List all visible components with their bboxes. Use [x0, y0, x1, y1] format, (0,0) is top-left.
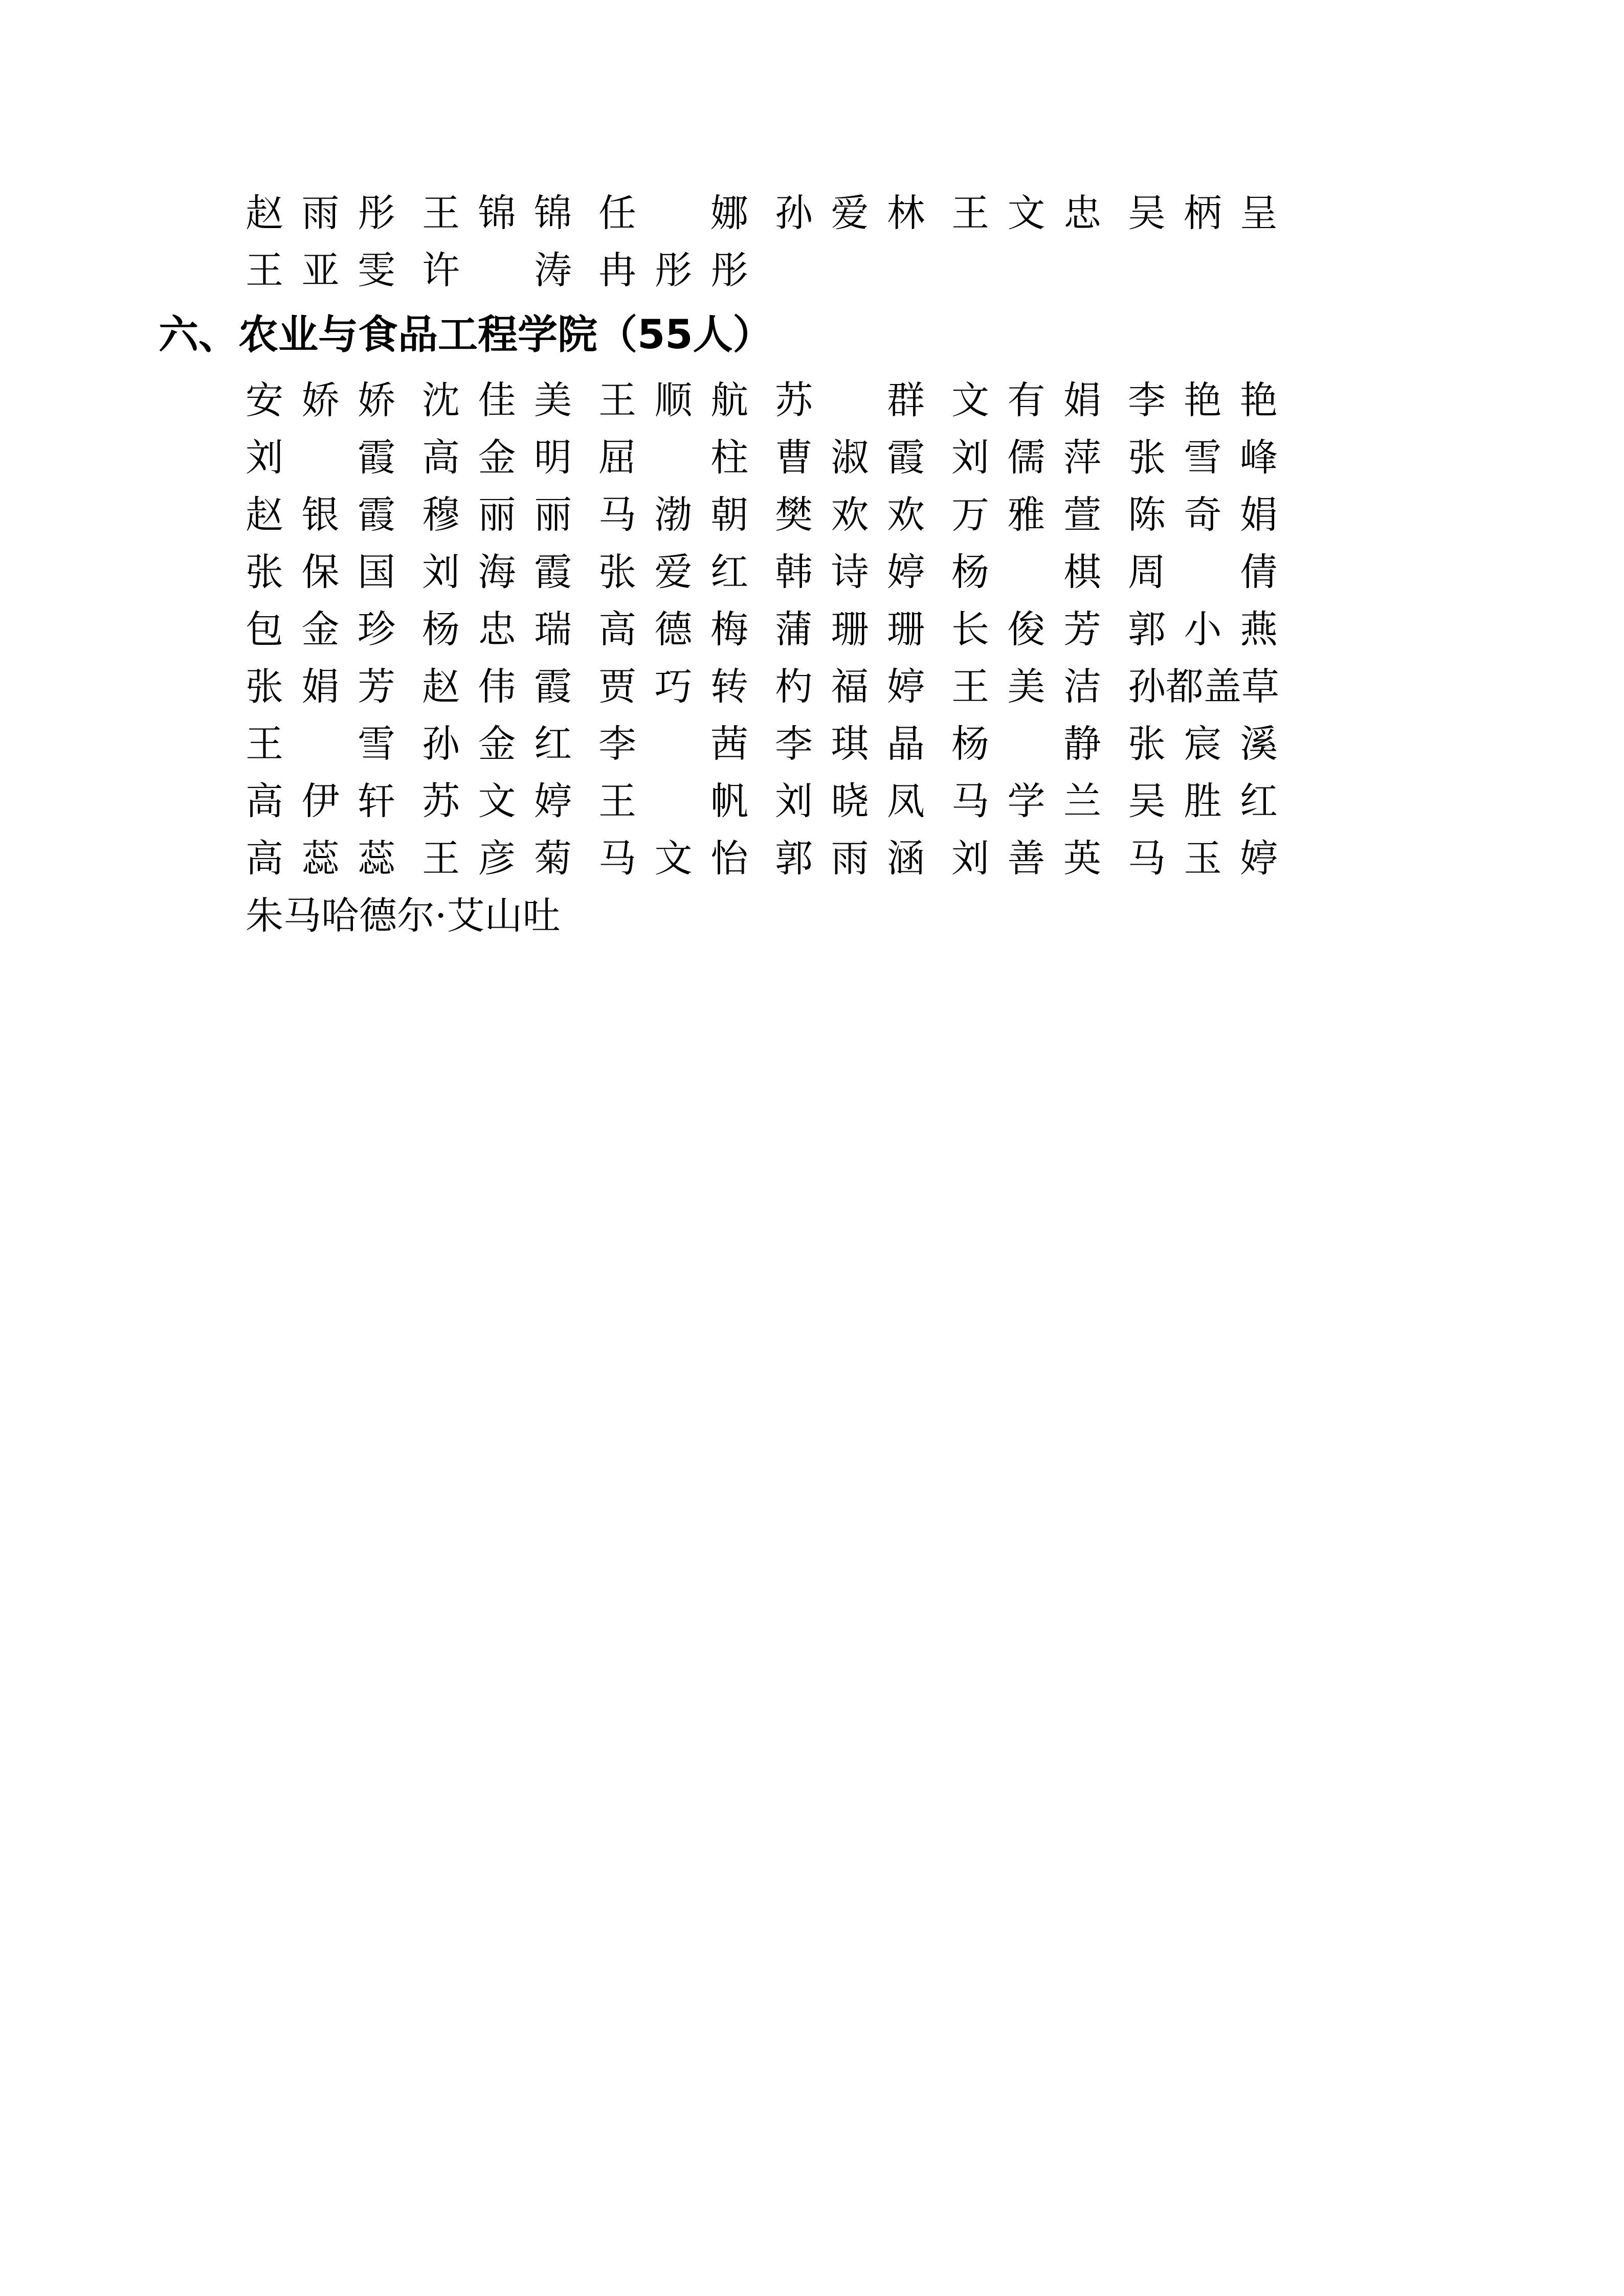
name-entry — [246, 378, 422, 422]
name-char: 顺 — [654, 378, 693, 422]
name-char: 丽 — [534, 493, 572, 537]
name-char: 赵 — [246, 191, 283, 235]
name-char: 包 — [246, 607, 283, 651]
name-char: 盖 — [1204, 665, 1241, 709]
name-char: 张 — [1128, 436, 1166, 480]
name-char: 爱 — [831, 191, 869, 235]
name-char: 棋 — [1063, 550, 1101, 594]
name-char: 李 — [775, 722, 813, 766]
name-entry — [598, 550, 775, 594]
name-char: 轩 — [358, 779, 395, 823]
name-char: 霞 — [534, 665, 572, 709]
name-row — [246, 722, 1473, 766]
name-entry — [1128, 191, 1304, 235]
name-char: 张 — [1128, 722, 1166, 766]
name-char: 涛 — [534, 249, 572, 292]
name-char: 红 — [534, 722, 572, 766]
name-char: 茜 — [710, 722, 748, 766]
name-entry — [775, 779, 951, 823]
name-char: 美 — [1007, 665, 1045, 709]
name-entry — [422, 607, 598, 651]
name-char: 王 — [246, 249, 283, 292]
name-entry — [598, 378, 775, 422]
name-char: 沈 — [422, 378, 460, 422]
name-char: 王 — [422, 191, 460, 235]
name-char: 艳 — [1184, 378, 1222, 422]
name-char: 文 — [1007, 191, 1045, 235]
name-entry — [422, 378, 598, 422]
name-char: 渤 — [654, 493, 693, 537]
name-char: 美 — [534, 378, 572, 422]
name-char: 萱 — [1063, 493, 1101, 537]
name-char: 娟 — [1063, 378, 1101, 422]
name-char: 雯 — [358, 249, 395, 292]
name-entry — [598, 722, 775, 766]
name-char: 珊 — [887, 607, 925, 651]
name-entry — [951, 191, 1128, 235]
name-char: 峰 — [1240, 436, 1278, 480]
name-char: 亚 — [301, 249, 340, 292]
name-char: 小 — [1184, 607, 1222, 651]
name-entry — [775, 665, 951, 709]
name-entry — [598, 665, 775, 709]
name-entry — [775, 378, 951, 422]
name-char: 艳 — [1240, 378, 1278, 422]
name-entry — [422, 550, 598, 594]
name-entry — [775, 550, 951, 594]
name-char: 梅 — [710, 607, 748, 651]
name-char: 彤 — [710, 249, 748, 292]
name-entry — [1128, 607, 1304, 651]
name-char: 锦 — [534, 191, 572, 235]
name-char: 杨 — [951, 550, 989, 594]
name-char: 杓 — [775, 665, 813, 709]
name-char: 芳 — [358, 665, 395, 709]
name-char: 王 — [598, 779, 636, 823]
name-char: 周 — [1128, 550, 1166, 594]
name-entry — [422, 665, 598, 709]
name-char: 锦 — [478, 191, 516, 235]
name-char: 佳 — [478, 378, 516, 422]
name-char: 瑞 — [534, 607, 572, 651]
name-char: 帆 — [710, 779, 748, 823]
name-char: 巧 — [654, 665, 693, 709]
name-row — [246, 607, 1473, 651]
name-char: 高 — [422, 436, 460, 480]
name-entry — [246, 249, 422, 292]
section-name-list — [153, 378, 1473, 938]
name-entry — [246, 665, 422, 709]
name-char: 玉 — [1184, 837, 1222, 881]
name-char: 韩 — [775, 550, 813, 594]
name-char: 福 — [831, 665, 869, 709]
name-entry — [1128, 722, 1304, 766]
name-char: 善 — [1007, 837, 1045, 881]
name-char: 许 — [422, 249, 460, 292]
name-char: 娜 — [710, 191, 748, 235]
name-char: 伟 — [478, 665, 516, 709]
name-char: 马 — [1128, 837, 1166, 881]
name-char: 穆 — [422, 493, 460, 537]
name-entry — [422, 779, 598, 823]
name-char: 保 — [301, 550, 340, 594]
name-char: 任 — [598, 191, 636, 235]
name-entry — [775, 607, 951, 651]
name-row — [246, 378, 1473, 422]
name-char: 李 — [1128, 378, 1166, 422]
name-char: 苏 — [775, 378, 813, 422]
name-entry: 朱马哈德尔·艾山吐 — [246, 894, 561, 938]
name-char: 草 — [1241, 665, 1279, 709]
name-row — [246, 550, 1473, 594]
name-char: 高 — [246, 779, 283, 823]
name-char: 雨 — [831, 837, 869, 881]
name-char: 安 — [246, 378, 283, 422]
name-row — [246, 665, 1473, 709]
name-char: 溪 — [1240, 722, 1278, 766]
name-entry — [775, 436, 951, 480]
name-entry — [951, 665, 1128, 709]
name-char: 彦 — [478, 837, 516, 881]
name-char: 刘 — [951, 436, 989, 480]
name-entry — [422, 493, 598, 537]
name-entry — [951, 436, 1128, 480]
name-char: 红 — [710, 550, 748, 594]
name-char: 娟 — [1240, 493, 1278, 537]
name-char: 忠 — [478, 607, 516, 651]
name-char: 刘 — [246, 436, 283, 480]
name-char: 儒 — [1007, 436, 1045, 480]
name-char: 文 — [478, 779, 516, 823]
name-entry — [951, 607, 1128, 651]
name-char: 孙 — [775, 191, 813, 235]
name-char: 赵 — [246, 493, 283, 537]
name-char: 晶 — [887, 722, 925, 766]
name-char: 德 — [654, 607, 693, 651]
name-char: 霞 — [887, 436, 925, 480]
name-char: 忠 — [1063, 191, 1101, 235]
name-char: 婷 — [534, 779, 572, 823]
name-entry — [775, 837, 951, 881]
name-char: 王 — [422, 837, 460, 881]
name-char: 晓 — [831, 779, 869, 823]
name-char: 婷 — [887, 550, 925, 594]
name-row — [246, 837, 1473, 881]
name-char: 王 — [951, 191, 989, 235]
name-char: 郭 — [1128, 607, 1166, 651]
name-char: 雪 — [358, 722, 395, 766]
name-char: 马 — [598, 837, 636, 881]
name-char: 陈 — [1128, 493, 1166, 537]
name-entry — [598, 493, 775, 537]
name-char: 张 — [598, 550, 636, 594]
name-entry — [1128, 665, 1304, 709]
name-char: 孙 — [422, 722, 460, 766]
name-char: 红 — [1240, 779, 1278, 823]
name-row — [246, 779, 1473, 823]
name-entry — [246, 550, 422, 594]
name-entry — [246, 779, 422, 823]
name-entry — [1128, 550, 1304, 594]
name-char: 丽 — [478, 493, 516, 537]
name-char: 萍 — [1063, 436, 1101, 480]
name-row — [246, 191, 1473, 235]
name-char: 伊 — [301, 779, 340, 823]
name-entry — [422, 436, 598, 480]
name-char: 马 — [598, 493, 636, 537]
name-entry — [246, 191, 422, 235]
name-entry — [422, 191, 598, 235]
name-char: 婷 — [1240, 837, 1278, 881]
name-char: 芳 — [1063, 607, 1101, 651]
name-entry — [775, 722, 951, 766]
name-char: 蕊 — [358, 837, 395, 881]
name-char: 有 — [1007, 378, 1045, 422]
name-char: 霞 — [534, 550, 572, 594]
name-char: 苏 — [422, 779, 460, 823]
name-char: 婷 — [887, 665, 925, 709]
name-entry — [1128, 436, 1304, 480]
name-entry — [598, 837, 775, 881]
name-char: 菊 — [534, 837, 572, 881]
name-entry — [598, 779, 775, 823]
name-char: 胜 — [1184, 779, 1222, 823]
name-char: 琪 — [831, 722, 869, 766]
name-char: 郭 — [775, 837, 813, 881]
name-char: 高 — [246, 837, 283, 881]
name-char: 都 — [1166, 665, 1204, 709]
name-char: 林 — [887, 191, 925, 235]
name-entry — [246, 722, 422, 766]
name-char: 蕊 — [301, 837, 340, 881]
name-entry — [598, 191, 775, 235]
name-char: 蒲 — [775, 607, 813, 651]
name-char: 珍 — [358, 607, 395, 651]
name-char: 彤 — [358, 191, 395, 235]
name-entry — [951, 779, 1128, 823]
name-char: 凤 — [887, 779, 925, 823]
name-char: 娇 — [358, 378, 395, 422]
name-entry — [422, 249, 598, 292]
name-entry — [598, 249, 775, 292]
name-char: 群 — [887, 378, 925, 422]
name-char: 柱 — [710, 436, 748, 480]
name-char: 张 — [246, 550, 283, 594]
name-char: 航 — [710, 378, 748, 422]
name-char: 怡 — [710, 837, 748, 881]
name-char: 雨 — [301, 191, 340, 235]
name-char: 爱 — [654, 550, 693, 594]
name-char: 李 — [598, 722, 636, 766]
name-char: 刘 — [422, 550, 460, 594]
name-char: 杨 — [951, 722, 989, 766]
name-char: 雅 — [1007, 493, 1045, 537]
name-char: 洁 — [1063, 665, 1101, 709]
name-char: 曹 — [775, 436, 813, 480]
name-char: 王 — [951, 665, 989, 709]
name-char: 赵 — [422, 665, 460, 709]
name-char: 刘 — [775, 779, 813, 823]
name-char: 文 — [654, 837, 693, 881]
document-body — [153, 191, 1473, 938]
name-char: 金 — [478, 722, 516, 766]
name-char: 国 — [358, 550, 395, 594]
name-char: 淑 — [831, 436, 869, 480]
name-entry — [598, 607, 775, 651]
name-char: 海 — [478, 550, 516, 594]
name-char: 杨 — [422, 607, 460, 651]
name-char: 宸 — [1184, 722, 1222, 766]
section-heading: 六、农业与食品工程学院（55人） — [159, 312, 773, 358]
name-char: 学 — [1007, 779, 1045, 823]
name-entry — [775, 191, 951, 235]
name-entry — [422, 837, 598, 881]
name-char: 金 — [301, 607, 340, 651]
name-char: 冉 — [598, 249, 636, 292]
name-char: 吴 — [1128, 779, 1166, 823]
name-char: 马 — [951, 779, 989, 823]
name-row — [246, 249, 1473, 292]
name-entry — [422, 722, 598, 766]
name-row — [246, 493, 1473, 537]
name-char: 孙 — [1128, 665, 1166, 709]
name-entry — [1128, 837, 1304, 881]
name-char: 明 — [534, 436, 572, 480]
name-entry — [951, 378, 1128, 422]
name-char: 万 — [951, 493, 989, 537]
name-char: 奇 — [1184, 493, 1222, 537]
name-entry — [246, 493, 422, 537]
name-char: 霞 — [358, 493, 395, 537]
name-char: 俊 — [1007, 607, 1045, 651]
name-row — [246, 894, 1473, 938]
name-entry — [598, 436, 775, 480]
name-char: 娇 — [301, 378, 340, 422]
name-entry — [246, 436, 422, 480]
name-char: 高 — [598, 607, 636, 651]
name-char: 张 — [246, 665, 283, 709]
name-char: 刘 — [951, 837, 989, 881]
name-char: 娟 — [301, 665, 340, 709]
name-char: 霞 — [358, 436, 395, 480]
name-char: 倩 — [1240, 550, 1278, 594]
name-entry — [1128, 493, 1304, 537]
name-char: 文 — [951, 378, 989, 422]
name-char: 贾 — [598, 665, 636, 709]
name-entry — [1128, 378, 1304, 422]
continued-name-list — [153, 191, 1473, 292]
name-char: 兰 — [1063, 779, 1101, 823]
name-char: 长 — [951, 607, 989, 651]
name-char: 朝 — [710, 493, 748, 537]
name-entry — [951, 493, 1128, 537]
name-char: 王 — [598, 378, 636, 422]
name-char: 吴 — [1128, 191, 1166, 235]
name-entry — [775, 493, 951, 537]
name-char: 欢 — [887, 493, 925, 537]
name-char: 静 — [1063, 722, 1101, 766]
name-char: 彤 — [654, 249, 693, 292]
name-row — [246, 436, 1473, 480]
name-char: 燕 — [1240, 607, 1278, 651]
name-char: 王 — [246, 722, 283, 766]
name-char: 金 — [478, 436, 516, 480]
name-entry — [246, 837, 422, 881]
name-char: 珊 — [831, 607, 869, 651]
name-entry — [951, 550, 1128, 594]
name-char: 雪 — [1184, 436, 1222, 480]
name-char: 涵 — [887, 837, 925, 881]
name-char: 呈 — [1240, 191, 1278, 235]
name-char: 柄 — [1184, 191, 1222, 235]
name-char: 欢 — [831, 493, 869, 537]
name-char: 银 — [301, 493, 340, 537]
name-char: 转 — [710, 665, 748, 709]
name-entry — [246, 607, 422, 651]
name-entry — [951, 837, 1128, 881]
name-char: 英 — [1063, 837, 1101, 881]
name-entry — [951, 722, 1128, 766]
name-entry — [1128, 779, 1304, 823]
name-char: 屈 — [598, 436, 636, 480]
name-char: 樊 — [775, 493, 813, 537]
name-char: 诗 — [831, 550, 869, 594]
